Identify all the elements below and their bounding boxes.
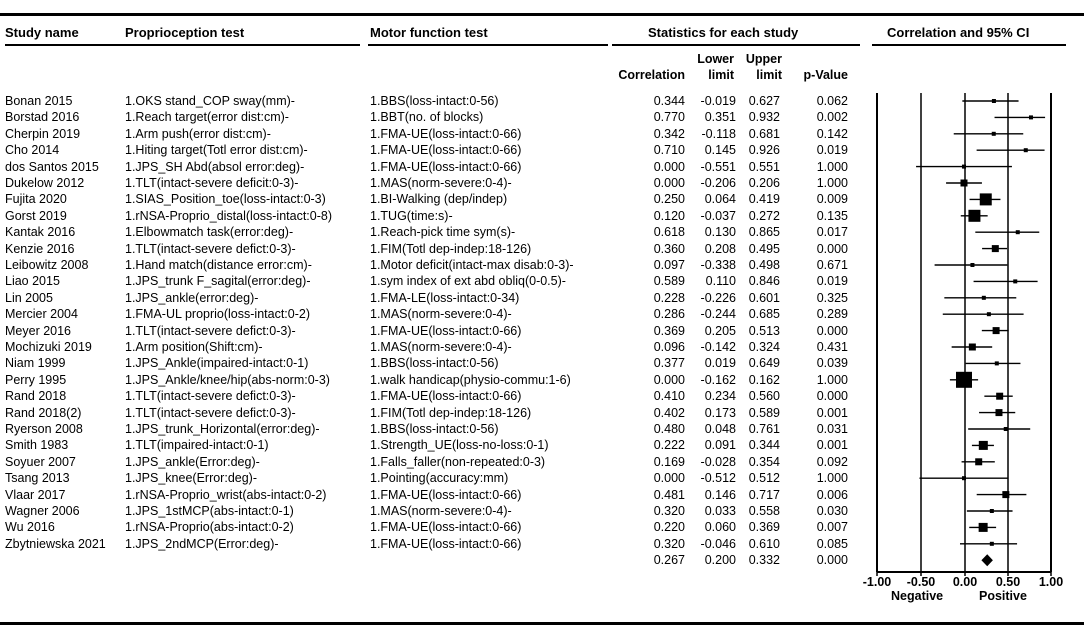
proprioception-test: 1.rNSA-Proprio_distal(loss-intact:0-8) <box>125 208 333 223</box>
upper-limit-value: 0.589 <box>748 405 780 420</box>
study-name: Mochizuki 2019 <box>5 340 92 354</box>
header-ci: Correlation and 95% CI <box>887 25 1030 40</box>
correlation-value: 0.000 <box>653 372 685 387</box>
p-value: 0.009 <box>816 192 848 207</box>
upper-limit-value: 0.627 <box>748 94 780 108</box>
p-value: 0.289 <box>816 307 848 322</box>
study-name: Perry 1995 <box>5 372 67 387</box>
effect-square <box>995 361 999 365</box>
correlation-value: 0.377 <box>653 356 685 371</box>
upper-limit-value: 0.649 <box>748 356 780 371</box>
p-value: 0.002 <box>816 110 848 125</box>
proprioception-test: 1.FMA-UL proprio(loss-intact:0-2) <box>125 307 311 322</box>
upper-limit-value: 0.551 <box>748 159 780 174</box>
p-value: 0.431 <box>816 340 848 354</box>
p-value: 0.000 <box>816 389 848 404</box>
motor-function-test: 1.BI-Walking (dep/indep) <box>370 192 508 207</box>
lower-limit-value: -0.551 <box>700 159 736 174</box>
study-name: Wu 2016 <box>5 520 55 535</box>
proprioception-test: 1.JPS_trunk F_sagital(error:deg)- <box>125 274 311 289</box>
effect-square <box>962 165 966 169</box>
lower-limit-value: -0.028 <box>700 454 736 469</box>
summary-lower-limit: 0.200 <box>704 553 736 568</box>
effect-square <box>969 344 976 351</box>
effect-square <box>996 393 1003 400</box>
effect-square <box>980 193 992 205</box>
effect-square <box>1029 115 1033 119</box>
proprioception-test: 1.TLT(intact-severe defict:0-3)- <box>125 405 296 420</box>
study-name: Wagner 2006 <box>5 504 80 518</box>
motor-function-test: 1.BBS(loss-intact:0-56) <box>370 94 499 108</box>
proprioception-test: 1.OKS stand_COP sway(mm)- <box>125 94 295 108</box>
motor-function-test: 1.FMA-UE(loss-intact:0-66) <box>370 143 522 158</box>
effect-square <box>992 99 996 103</box>
p-value: 1.000 <box>816 159 848 174</box>
lower-limit-value: -0.512 <box>700 471 736 486</box>
study-name: Niam 1999 <box>5 356 66 371</box>
effect-square <box>1002 491 1009 498</box>
axis-label-negative: Negative <box>891 589 944 603</box>
correlation-value: 0.169 <box>653 454 685 469</box>
lower-limit-value: -0.226 <box>700 290 736 305</box>
p-value: 0.325 <box>816 290 848 305</box>
upper-limit-value: 0.717 <box>748 487 780 502</box>
motor-function-test: 1.Pointing(accuracy:mm) <box>370 471 509 486</box>
proprioception-test: 1.JPS_ankle(Error:deg)- <box>125 454 260 469</box>
p-value: 0.001 <box>816 405 848 420</box>
p-value: 1.000 <box>816 471 848 486</box>
study-name: Ryerson 2008 <box>5 422 83 436</box>
proprioception-test: 1.JPS_Ankle(impaired-intact:0-1) <box>125 356 309 371</box>
lower-limit-value: -0.037 <box>700 208 736 223</box>
upper-limit-value: 0.512 <box>748 471 780 486</box>
header-stats: Statistics for each study <box>648 25 799 40</box>
correlation-value: 0.589 <box>653 274 685 289</box>
subheader-lower-2: limit <box>708 68 734 82</box>
lower-limit-value: 0.173 <box>704 405 736 420</box>
lower-limit-value: 0.234 <box>704 389 736 404</box>
correlation-value: 0.096 <box>653 340 685 354</box>
proprioception-test: 1.JPS_SH Abd(absol error:deg)- <box>125 159 305 174</box>
lower-limit-value: -0.019 <box>700 94 736 108</box>
effect-square <box>968 210 980 222</box>
upper-limit-value: 0.369 <box>748 520 780 535</box>
correlation-value: 0.320 <box>653 536 685 551</box>
correlation-value: 0.770 <box>653 110 685 125</box>
lower-limit-value: 0.351 <box>704 110 736 125</box>
study-name: Leibowitz 2008 <box>5 258 89 272</box>
correlation-value: 0.360 <box>653 241 685 256</box>
p-value: 0.007 <box>816 520 848 535</box>
motor-function-test: 1.Falls_faller(non-repeated:0-3) <box>370 454 546 469</box>
subheader-correlation: Correlation <box>618 68 685 82</box>
motor-function-test: 1.Reach-pick time sym(s)- <box>370 225 516 240</box>
effect-square <box>992 245 999 252</box>
proprioception-test: 1.Hiting target(Totl error dist:cm)- <box>125 143 308 158</box>
effect-square <box>982 296 986 300</box>
correlation-value: 0.000 <box>653 159 685 174</box>
p-value: 0.001 <box>816 438 848 453</box>
x-tick-label: -1.00 <box>862 575 892 589</box>
p-value: 0.017 <box>816 225 848 240</box>
study-name: Borstad 2016 <box>5 110 80 125</box>
header-study-name: Study name <box>5 25 79 40</box>
correlation-value: 0.220 <box>653 520 685 535</box>
subheader-pvalue: p-Value <box>803 68 848 82</box>
upper-limit-value: 0.601 <box>748 290 780 305</box>
x-tick-label: -0.50 <box>906 575 936 589</box>
correlation-value: 0.402 <box>653 405 685 420</box>
motor-function-test: 1.FIM(Totl dep-indep:18-126) <box>370 241 532 256</box>
effect-square <box>993 327 1000 334</box>
effect-square <box>992 132 996 136</box>
upper-limit-value: 0.162 <box>748 372 780 387</box>
upper-limit-value: 0.419 <box>748 192 780 207</box>
study-name: Rand 2018 <box>5 389 67 404</box>
p-value: 0.135 <box>816 208 848 223</box>
motor-function-test: 1.MAS(norm-severe:0-4)- <box>370 307 512 322</box>
lower-limit-value: 0.033 <box>704 504 736 518</box>
subheader-lower-1: Lower <box>697 52 734 66</box>
lower-limit-value: -0.244 <box>700 307 736 322</box>
correlation-value: 0.481 <box>653 487 685 502</box>
proprioception-test: 1.JPS_ankle(error:deg)- <box>125 290 259 305</box>
proprioception-test: 1.SIAS_Position_toe(loss-intact:0-3) <box>125 192 326 207</box>
correlation-value: 0.000 <box>653 176 685 190</box>
motor-function-test: 1.sym index of ext abd obliq(0-0.5)- <box>370 274 566 289</box>
correlation-value: 0.286 <box>653 307 685 322</box>
lower-limit-value: -0.142 <box>700 340 736 354</box>
effect-square <box>979 441 988 450</box>
p-value: 0.000 <box>816 241 848 256</box>
lower-limit-value: 0.130 <box>704 225 736 240</box>
correlation-value: 0.320 <box>653 504 685 518</box>
p-value: 1.000 <box>816 176 848 190</box>
study-name: Vlaar 2017 <box>5 487 66 502</box>
effect-square <box>1024 148 1028 152</box>
upper-limit-value: 0.610 <box>748 536 780 551</box>
lower-limit-value: -0.206 <box>700 176 736 190</box>
p-value: 0.039 <box>816 356 848 371</box>
proprioception-test: 1.rNSA-Proprio_wrist(abs-intact:0-2) <box>125 487 327 502</box>
motor-function-test: 1.MAS(norm-severe:0-4)- <box>370 176 512 190</box>
effect-square <box>975 458 982 465</box>
p-value: 0.000 <box>816 323 848 338</box>
motor-function-test: 1.Motor deficit(intact-max disab:0-3)- <box>370 258 574 272</box>
summary-upper-limit: 0.332 <box>748 553 780 568</box>
lower-limit-value: 0.205 <box>704 323 736 338</box>
correlation-value: 0.342 <box>653 126 685 141</box>
lower-limit-value: 0.048 <box>704 422 736 436</box>
upper-limit-value: 0.344 <box>748 438 780 453</box>
study-name: Cho 2014 <box>5 143 60 158</box>
upper-limit-value: 0.272 <box>748 208 780 223</box>
proprioception-test: 1.Arm position(Shift:cm)- <box>125 340 263 354</box>
upper-limit-value: 0.681 <box>748 126 780 141</box>
correlation-value: 0.250 <box>653 192 685 207</box>
upper-limit-value: 0.761 <box>748 422 780 436</box>
proprioception-test: 1.JPS_knee(Error:deg)- <box>125 471 258 486</box>
upper-limit-value: 0.498 <box>748 258 780 272</box>
study-name: Kantak 2016 <box>5 225 76 240</box>
correlation-value: 0.410 <box>653 389 685 404</box>
study-name: Soyuer 2007 <box>5 454 76 469</box>
proprioception-test: 1.JPS_trunk_Horizontal(error:deg)- <box>125 422 320 436</box>
effect-square <box>962 476 966 480</box>
proprioception-test: 1.JPS_1stMCP(abs-intact:0-1) <box>125 504 294 518</box>
x-tick-label: 0.50 <box>995 575 1021 589</box>
summary-p-value: 0.000 <box>816 553 848 568</box>
p-value: 0.142 <box>816 126 848 141</box>
correlation-value: 0.222 <box>653 438 685 453</box>
p-value: 0.006 <box>816 487 848 502</box>
lower-limit-value: 0.019 <box>704 356 736 371</box>
proprioception-test: 1.Hand match(distance error:cm)- <box>125 258 312 272</box>
p-value: 0.030 <box>816 504 848 518</box>
lower-limit-value: 0.064 <box>704 192 736 207</box>
proprioception-test: 1.JPS_2ndMCP(Error:deg)- <box>125 536 279 551</box>
motor-function-test: 1.FMA-UE(loss-intact:0-66) <box>370 159 522 174</box>
p-value: 0.062 <box>816 94 848 108</box>
effect-square <box>970 263 974 267</box>
study-name: Tsang 2013 <box>5 471 70 486</box>
summary-diamond <box>981 554 992 566</box>
subheader-upper-1: Upper <box>745 52 782 66</box>
motor-function-test: 1.BBS(loss-intact:0-56) <box>370 356 499 371</box>
upper-limit-value: 0.560 <box>748 389 780 404</box>
upper-limit-value: 0.206 <box>748 176 780 190</box>
x-tick-label: 1.00 <box>1038 575 1064 589</box>
motor-function-test: 1.FMA-UE(loss-intact:0-66) <box>370 487 522 502</box>
lower-limit-value: 0.145 <box>704 143 736 158</box>
correlation-value: 0.097 <box>653 258 685 272</box>
lower-limit-value: -0.046 <box>700 536 736 551</box>
study-name: Liao 2015 <box>5 274 60 289</box>
proprioception-test: 1.TLT(intact-severe defict:0-3)- <box>125 241 296 256</box>
motor-function-test: 1.BBT(no. of blocks) <box>370 110 484 125</box>
correlation-value: 0.369 <box>653 323 685 338</box>
correlation-value: 0.000 <box>653 471 685 486</box>
study-name: Lin 2005 <box>5 290 53 305</box>
proprioception-test: 1.TLT(intact-severe defict:0-3)- <box>125 389 296 404</box>
effect-square <box>987 312 991 316</box>
motor-function-test: 1.FMA-UE(loss-intact:0-66) <box>370 389 522 404</box>
motor-function-test: 1.MAS(norm-severe:0-4)- <box>370 340 512 354</box>
correlation-value: 0.344 <box>653 94 685 108</box>
p-value: 0.019 <box>816 274 848 289</box>
effect-square <box>1016 230 1020 234</box>
upper-limit-value: 0.932 <box>748 110 780 125</box>
study-name: Kenzie 2016 <box>5 241 75 256</box>
summary-correlation: 0.267 <box>653 553 685 568</box>
lower-limit-value: -0.162 <box>700 372 736 387</box>
correlation-value: 0.228 <box>653 290 685 305</box>
motor-function-test: 1.FMA-UE(loss-intact:0-66) <box>370 323 522 338</box>
lower-limit-value: 0.060 <box>704 520 736 535</box>
effect-square <box>990 509 994 513</box>
lower-limit-value: 0.208 <box>704 241 736 256</box>
effect-square <box>979 523 988 532</box>
proprioception-test: 1.Arm push(error dist:cm)- <box>125 126 271 141</box>
study-name: Gorst 2019 <box>5 208 67 223</box>
proprioception-test: 1.TLT(intact-severe defict:0-3)- <box>125 323 296 338</box>
effect-square <box>961 180 968 187</box>
correlation-value: 0.710 <box>653 143 685 158</box>
x-tick-label: 0.00 <box>952 575 978 589</box>
subheader-upper-2: limit <box>756 68 782 82</box>
p-value: 0.671 <box>816 258 848 272</box>
proprioception-test: 1.rNSA-Proprio(abs-intact:0-2) <box>125 520 294 535</box>
motor-function-test: 1.MAS(norm-severe:0-4)- <box>370 504 512 518</box>
p-value: 0.092 <box>816 454 848 469</box>
proprioception-test: 1.JPS_Ankle/knee/hip(abs-norm:0-3) <box>125 372 330 387</box>
motor-function-test: 1.TUG(time:s)- <box>370 208 453 223</box>
proprioception-test: 1.TLT(intact-severe deficit:0-3)- <box>125 176 299 190</box>
study-name: dos Santos 2015 <box>5 159 99 174</box>
motor-function-test: 1.FIM(Totl dep-indep:18-126) <box>370 405 532 420</box>
study-name: Fujita 2020 <box>5 192 67 207</box>
motor-function-test: 1.FMA-UE(loss-intact:0-66) <box>370 536 522 551</box>
header-motor: Motor function test <box>370 25 488 40</box>
lower-limit-value: -0.338 <box>700 258 736 272</box>
lower-limit-value: 0.091 <box>704 438 736 453</box>
study-name: Bonan 2015 <box>5 94 73 108</box>
effect-square <box>1013 279 1017 283</box>
lower-limit-value: 0.146 <box>704 487 736 502</box>
motor-function-test: 1.FMA-UE(loss-intact:0-66) <box>370 520 522 535</box>
effect-square <box>956 372 972 388</box>
upper-limit-value: 0.513 <box>748 323 780 338</box>
study-name: Meyer 2016 <box>5 323 72 338</box>
header-proprioception: Proprioception test <box>125 25 245 40</box>
p-value: 1.000 <box>816 372 848 387</box>
study-name: Rand 2018(2) <box>5 405 82 420</box>
upper-limit-value: 0.354 <box>748 454 780 469</box>
correlation-value: 0.618 <box>653 225 685 240</box>
p-value: 0.085 <box>816 536 848 551</box>
study-name: Smith 1983 <box>5 438 69 453</box>
study-name: Dukelow 2012 <box>5 176 85 190</box>
correlation-value: 0.120 <box>653 208 685 223</box>
motor-function-test: 1.FMA-LE(loss-intact:0-34) <box>370 290 520 305</box>
upper-limit-value: 0.558 <box>748 504 780 518</box>
lower-limit-value: 0.110 <box>705 274 736 289</box>
upper-limit-value: 0.926 <box>748 143 780 158</box>
correlation-value: 0.480 <box>653 422 685 436</box>
upper-limit-value: 0.865 <box>748 225 780 240</box>
p-value: 0.019 <box>816 143 848 158</box>
effect-square <box>995 409 1002 416</box>
effect-square <box>990 542 994 546</box>
upper-limit-value: 0.495 <box>748 241 780 256</box>
upper-limit-value: 0.846 <box>748 274 780 289</box>
upper-limit-value: 0.685 <box>748 307 780 322</box>
p-value: 0.031 <box>816 422 848 436</box>
proprioception-test: 1.Elbowmatch task(error:deg)- <box>125 225 294 240</box>
study-name: Cherpin 2019 <box>5 126 81 141</box>
study-name: Mercier 2004 <box>5 307 78 322</box>
upper-limit-value: 0.324 <box>748 340 780 354</box>
motor-function-test: 1.Strength_UE(loss-no-loss:0-1) <box>370 438 549 453</box>
study-name: Zbytniewska 2021 <box>5 536 106 551</box>
lower-limit-value: -0.118 <box>701 126 736 141</box>
motor-function-test: 1.FMA-UE(loss-intact:0-66) <box>370 126 522 141</box>
motor-function-test: 1.walk handicap(physio-commu:1-6) <box>370 372 571 387</box>
effect-square <box>1004 427 1008 431</box>
motor-function-test: 1.BBS(loss-intact:0-56) <box>370 422 499 436</box>
proprioception-test: 1.Reach target(error dist:cm)- <box>125 110 289 125</box>
proprioception-test: 1.TLT(impaired-intact:0-1) <box>125 438 269 453</box>
axis-label-positive: Positive <box>979 589 1027 603</box>
